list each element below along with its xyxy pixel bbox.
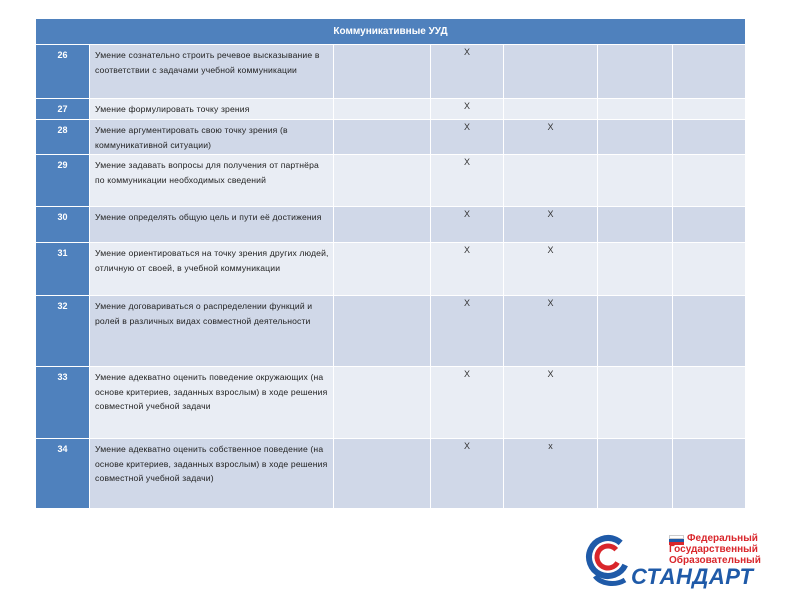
competency-table-container	[35, 18, 745, 509]
skill-description: Умение формулировать точку зрения	[90, 99, 334, 120]
mark-cell: Х	[431, 99, 504, 120]
mark-cell	[334, 296, 431, 367]
mark-cell	[598, 207, 673, 243]
table-row	[36, 99, 746, 120]
mark-cell	[504, 99, 598, 120]
mark-cell	[673, 120, 746, 155]
row-number: 27	[36, 99, 90, 120]
mark-cell	[334, 207, 431, 243]
mark-cell	[598, 296, 673, 367]
mark-cell	[673, 243, 746, 296]
skill-description: Умение ориентироваться на точку зрения других людей, отличную от своей, в учебной коммуникации	[90, 243, 334, 296]
row-number: 33	[36, 367, 90, 439]
mark-cell: Х	[431, 120, 504, 155]
mark-cell: Х	[431, 439, 504, 509]
mark-cell: Х	[431, 207, 504, 243]
mark-cell	[673, 207, 746, 243]
skill-description: Умение договариваться о распределении функций и ролей в различных видах совместной деятельности	[90, 296, 334, 367]
skill-description: Умение определять общую цель и пути её достижения	[90, 207, 334, 243]
mark-cell: Х	[431, 45, 504, 99]
mark-cell	[673, 45, 746, 99]
mark-cell	[598, 99, 673, 120]
russian-flag-icon	[669, 535, 684, 544]
table-row	[36, 45, 746, 99]
table-row	[36, 120, 746, 155]
row-number: 34	[36, 439, 90, 509]
mark-cell	[598, 155, 673, 207]
row-number: 31	[36, 243, 90, 296]
mark-cell	[598, 120, 673, 155]
table-row	[36, 243, 746, 296]
table-row	[36, 296, 746, 367]
mark-cell	[598, 243, 673, 296]
mark-cell	[334, 155, 431, 207]
mark-cell	[673, 296, 746, 367]
mark-cell	[504, 155, 598, 207]
table-header: Коммуникативные УУД	[36, 19, 746, 45]
logo-line-educational: Образовательный	[669, 555, 761, 566]
mark-cell: Х	[504, 243, 598, 296]
table-row	[36, 207, 746, 243]
mark-cell: Х	[504, 296, 598, 367]
table-row	[36, 367, 746, 439]
mark-cell: Х	[431, 155, 504, 207]
row-number: 32	[36, 296, 90, 367]
skill-description: Умение задавать вопросы для получения от партнёра по коммуникации необходимых сведений	[90, 155, 334, 207]
mark-cell: Х	[504, 207, 598, 243]
mark-cell: Х	[431, 243, 504, 296]
logo-line-federal: Федеральный	[687, 533, 758, 544]
mark-cell: Х	[504, 120, 598, 155]
mark-cell	[334, 120, 431, 155]
mark-cell	[673, 99, 746, 120]
mark-cell	[504, 45, 598, 99]
skill-description: Умение адекватно оценить собственное поведение (на основе критериев, заданных взрослым) в ходе решения совместной учебной задачи)	[90, 439, 334, 509]
table-row	[36, 439, 746, 509]
competency-table	[35, 18, 746, 509]
row-number: 26	[36, 45, 90, 99]
row-number: 30	[36, 207, 90, 243]
mark-cell	[598, 439, 673, 509]
mark-cell	[334, 243, 431, 296]
mark-cell	[334, 439, 431, 509]
skill-description: Умение сознательно строить речевое высказывание в соответствии с задачами учебной коммуникации	[90, 45, 334, 99]
skill-description: Умение аргументировать свою точку зрения (в коммуникативной ситуации)	[90, 120, 334, 155]
mark-cell	[334, 99, 431, 120]
row-number: 29	[36, 155, 90, 207]
row-number: 28	[36, 120, 90, 155]
fgos-standard-logo	[585, 532, 770, 590]
table-row	[36, 155, 746, 207]
mark-cell	[598, 45, 673, 99]
mark-cell	[673, 439, 746, 509]
mark-cell	[334, 45, 431, 99]
mark-cell: Х	[431, 296, 504, 367]
mark-cell: Х	[504, 367, 598, 439]
logo-word-standard: СТАНДАРТ	[631, 564, 754, 589]
mark-cell	[598, 367, 673, 439]
mark-cell: Х	[431, 367, 504, 439]
mark-cell	[673, 155, 746, 207]
mark-cell	[673, 367, 746, 439]
standard-emblem-icon	[585, 532, 635, 588]
mark-cell	[334, 367, 431, 439]
mark-cell: х	[504, 439, 598, 509]
logo-line-state: Государственный	[669, 544, 758, 555]
skill-description: Умение адекватно оценить поведение окружающих (на основе критериев, заданных взрослым) в ходе решения совместной учебной задачи	[90, 367, 334, 439]
